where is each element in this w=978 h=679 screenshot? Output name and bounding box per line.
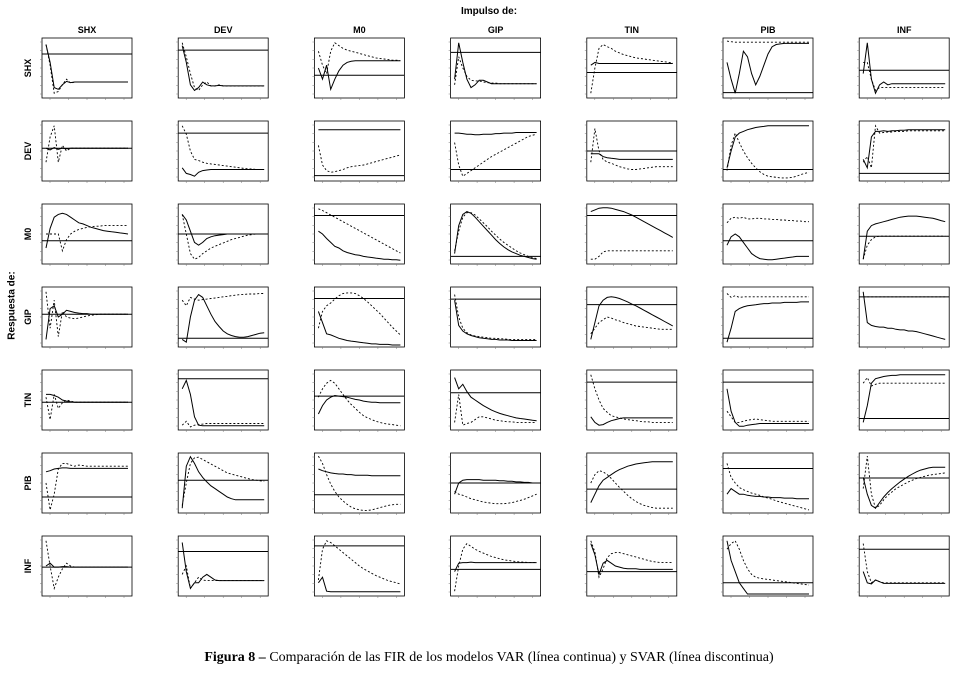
panel-shx-inf — [857, 38, 949, 100]
column-label-tin: TIN — [624, 25, 640, 35]
panel-inf-tin — [585, 536, 677, 598]
panel-tin-shx — [40, 370, 132, 432]
column-label-m0: M0 — [353, 25, 366, 35]
panel-m0-gip — [449, 204, 541, 266]
svar-line — [455, 394, 537, 425]
svar-line — [318, 145, 400, 172]
row-label-shx: SHX — [23, 58, 33, 78]
panel-frame — [859, 204, 949, 264]
var-line — [318, 396, 400, 415]
var-line — [182, 380, 264, 425]
var-line — [182, 168, 264, 176]
panel-m0-tin — [585, 204, 677, 266]
panel-gip-shx — [40, 287, 132, 349]
svar-line — [455, 544, 537, 592]
panel-frame — [42, 370, 132, 430]
panel-gip-dev — [176, 287, 268, 349]
panel-frame — [859, 453, 949, 513]
panel-frame — [42, 287, 132, 347]
response-title: Respuesta de: — [6, 271, 18, 340]
svar-line — [727, 41, 809, 42]
svar-line — [727, 133, 809, 178]
var-line — [727, 489, 809, 499]
row-label-dev: DEV — [23, 141, 33, 161]
panel-shx-m0 — [312, 38, 404, 100]
var-line — [863, 130, 945, 168]
panel-frame — [42, 38, 132, 98]
panel-frame — [451, 536, 541, 596]
panel-frame — [42, 121, 132, 181]
var-line — [182, 543, 264, 589]
panel-pib-gip — [449, 453, 541, 515]
column-label-pib: PIB — [760, 25, 776, 35]
svar-line — [182, 566, 264, 588]
panel-shx-pib — [721, 38, 813, 100]
panel-frame — [587, 38, 677, 98]
panel-m0-m0 — [312, 204, 404, 266]
column-label-dev: DEV — [213, 25, 233, 35]
panel-dev-tin — [585, 121, 677, 183]
panel-frame — [723, 536, 813, 596]
var-line — [46, 306, 128, 340]
panel-dev-dev — [176, 121, 268, 183]
var-line — [863, 467, 945, 508]
column-label-gip: GIP — [487, 25, 504, 35]
svar-line — [591, 45, 673, 94]
panel-tin-gip — [449, 370, 541, 432]
var-line — [863, 375, 945, 423]
panel-pib-tin — [585, 453, 677, 515]
var-line — [863, 43, 945, 93]
svar-line — [182, 126, 264, 170]
panel-tin-inf — [857, 370, 949, 432]
panel-shx-gip — [449, 38, 541, 100]
var-line — [455, 562, 537, 572]
var-line — [591, 62, 673, 65]
panel-frame — [178, 121, 268, 181]
panel-dev-pib — [721, 121, 813, 183]
svar-line — [591, 129, 673, 170]
panel-frame — [42, 453, 132, 513]
panel-inf-m0 — [312, 536, 404, 598]
panel-tin-dev — [176, 370, 268, 432]
var-line — [455, 300, 537, 340]
panel-frame — [587, 536, 677, 596]
svar-line — [318, 293, 400, 335]
svar-line — [455, 295, 537, 340]
var-line — [318, 231, 400, 260]
panel-frame — [451, 121, 541, 181]
var-line — [455, 133, 537, 135]
panel-shx-tin — [585, 38, 677, 100]
var-line — [182, 214, 264, 245]
panel-inf-shx — [40, 536, 132, 598]
panel-inf-gip — [449, 536, 541, 598]
svar-line — [318, 43, 400, 74]
panel-frame — [723, 204, 813, 264]
row-label-gip: GIP — [23, 309, 33, 325]
panel-gip-tin — [585, 287, 677, 349]
row-label-tin: TIN — [23, 392, 33, 408]
panel-gip-gip — [449, 287, 541, 349]
svar-line — [318, 541, 400, 584]
svar-line — [727, 463, 809, 510]
svar-line — [727, 294, 809, 298]
svar-line — [727, 541, 809, 585]
panel-inf-dev — [176, 536, 268, 598]
panel-gip-inf — [857, 287, 949, 349]
column-label-inf: INF — [896, 25, 912, 35]
var-line — [727, 389, 809, 427]
impulse-title: Impulso de: — [460, 6, 518, 17]
panel-frame — [723, 370, 813, 430]
var-line — [863, 216, 945, 259]
svar-line — [727, 411, 809, 422]
panel-dev-gip — [449, 121, 541, 183]
var-line — [318, 469, 400, 476]
panel-gip-m0 — [312, 287, 404, 349]
svar-line — [455, 57, 537, 85]
panel-pib-inf — [857, 453, 949, 515]
var-line — [863, 572, 945, 584]
panel-tin-pib — [721, 370, 813, 432]
var-line — [182, 295, 264, 343]
var-line — [46, 213, 128, 248]
row-label-m0: M0 — [23, 227, 33, 241]
panel-pib-m0 — [312, 453, 404, 515]
panel-dev-shx — [40, 121, 132, 183]
var-line — [46, 45, 128, 90]
panel-frame — [723, 453, 813, 513]
panel-frame — [451, 287, 541, 347]
panel-tin-m0 — [312, 370, 404, 432]
var-line — [591, 297, 673, 340]
svar-line — [863, 236, 945, 259]
panel-pib-pib — [721, 453, 813, 515]
panel-inf-pib — [721, 536, 813, 598]
panel-frame — [587, 370, 677, 430]
panel-frame — [314, 287, 404, 347]
svar-line — [727, 217, 809, 223]
row-label-pib: PIB — [23, 475, 33, 491]
panel-frame — [723, 121, 813, 181]
panel-dev-inf — [857, 121, 949, 183]
var-line — [455, 480, 537, 495]
var-line — [455, 43, 537, 88]
var-line — [182, 46, 264, 91]
svar-line — [46, 226, 128, 251]
var-line — [182, 457, 264, 509]
panel-m0-dev — [176, 204, 268, 266]
panel-pib-shx — [40, 453, 132, 515]
var-line — [318, 311, 400, 345]
panel-dev-m0 — [312, 121, 404, 183]
svar-line — [46, 394, 128, 419]
svar-line — [318, 456, 400, 510]
panel-frame — [859, 38, 949, 98]
var-line — [727, 126, 809, 168]
svar-line — [591, 251, 673, 259]
caption-label: Figura 8 – — [204, 650, 266, 665]
panel-frame — [859, 287, 949, 347]
svar-line — [46, 126, 128, 162]
var-line — [727, 234, 809, 260]
panel-shx-shx — [40, 38, 132, 100]
var-line — [318, 577, 400, 592]
row-label-inf: INF — [23, 558, 33, 574]
panel-frame — [587, 204, 677, 264]
var-line — [591, 462, 673, 503]
svar-line — [46, 463, 128, 510]
caption-text: Comparación de las FIR de los modelos VAR (línea continua) y SVAR (línea discontinua) — [265, 650, 774, 665]
svar-line — [863, 456, 945, 508]
svar-line — [46, 541, 128, 589]
panel-frame — [587, 287, 677, 347]
panel-pib-dev — [176, 453, 268, 515]
panel-frame — [859, 370, 949, 430]
svar-line — [455, 213, 537, 259]
figure-caption — [0, 650, 978, 666]
var-line — [46, 563, 128, 567]
panel-gip-pib — [721, 287, 813, 349]
panel-m0-pib — [721, 204, 813, 266]
panel-frame — [451, 370, 541, 430]
var-line — [455, 212, 537, 260]
svar-line — [863, 62, 945, 90]
var-line — [46, 394, 128, 402]
column-label-shx: SHX — [77, 25, 97, 35]
panel-tin-tin — [585, 370, 677, 432]
var-line — [727, 43, 809, 93]
svar-line — [455, 491, 537, 503]
var-line — [455, 378, 537, 421]
var-line — [591, 417, 673, 425]
panel-frame — [314, 453, 404, 513]
var-line — [727, 302, 809, 342]
panel-shx-dev — [176, 38, 268, 100]
svar-line — [46, 45, 128, 94]
var-line — [863, 292, 945, 340]
panel-m0-shx — [40, 204, 132, 266]
panel-frame — [859, 536, 949, 596]
svar-line — [182, 214, 264, 259]
var-line — [591, 208, 673, 238]
panel-frame — [178, 38, 268, 98]
panel-m0-inf — [857, 204, 949, 266]
panel-inf-inf — [857, 536, 949, 598]
panel-frame — [42, 536, 132, 596]
